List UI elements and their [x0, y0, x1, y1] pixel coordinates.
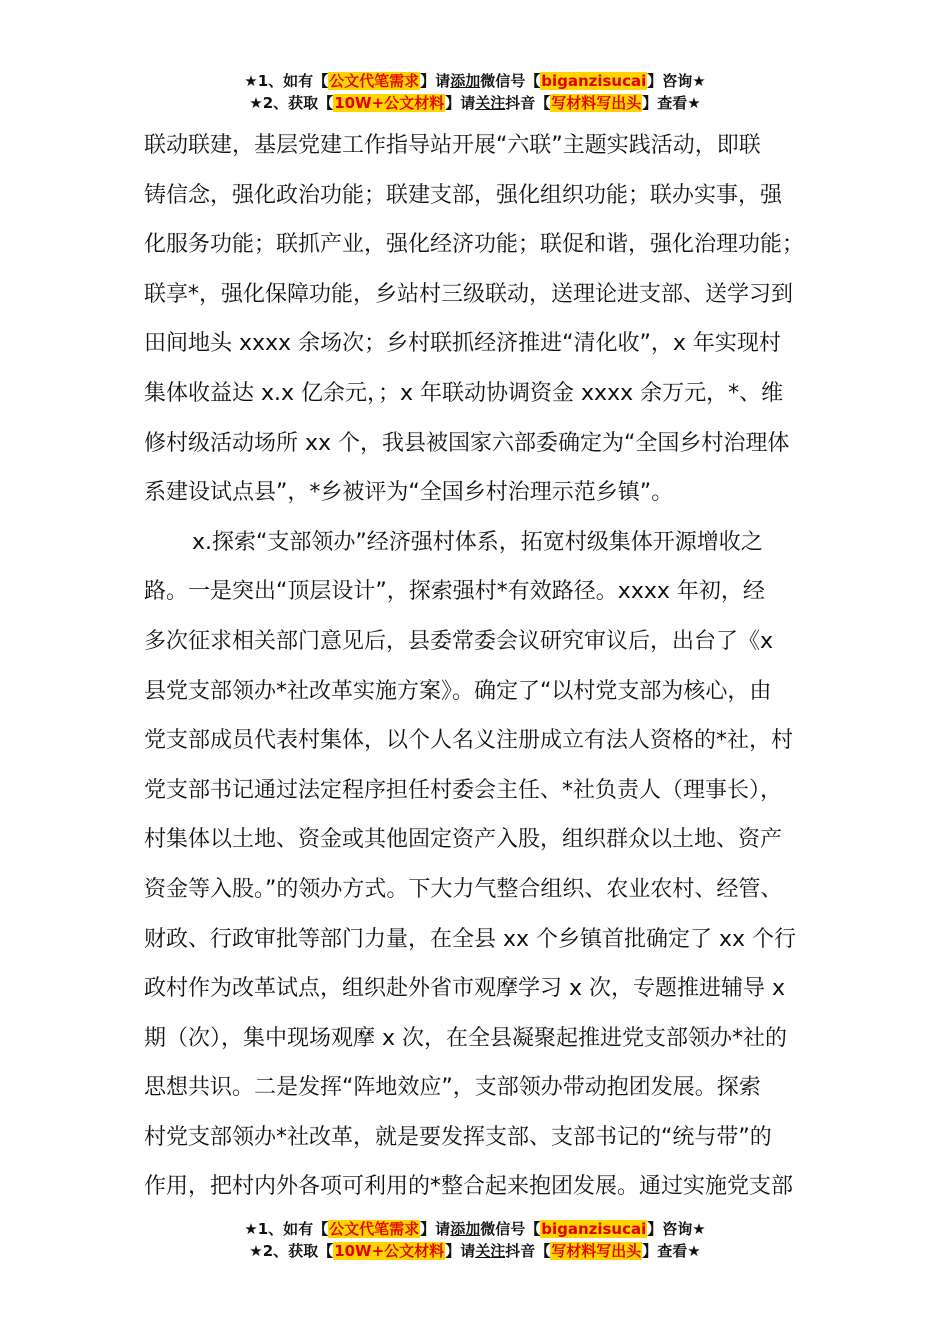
- body-line: 党支部书记通过法定程序担任村委会主任、*社负责人（理事长），: [144, 777, 783, 803]
- banner-underlined: 关注: [475, 94, 506, 112]
- banner-text: 微信号【: [480, 72, 541, 90]
- banner-text: 】请: [420, 1220, 451, 1238]
- body-line: 化服务功能；联抓产业，强化经济功能；联促和谐，强化治理功能；: [144, 232, 805, 258]
- banner-line-2: [0, 92, 950, 114]
- banner-line-1: [0, 1218, 950, 1240]
- banner-underlined: 添加: [450, 72, 481, 90]
- body-line: 田间地头 xxxx 余场次；乡村联抓经济推进“清化收”，x 年实现村: [144, 331, 781, 357]
- body-line: 思想共识。二是发挥“阵地效应”，支部领办带动抱团发展。探索: [144, 1075, 761, 1101]
- banner-underlined: 添加: [450, 1220, 481, 1238]
- body-line: 县党支部领办*社改革实施方案》。确定了“以村党支部为核心，由: [144, 678, 772, 704]
- body-line: 财政、行政审批等部门力量，在全县 xx 个乡镇首批确定了 xx 个行: [144, 926, 797, 952]
- banner-highlight: biganzisucai: [541, 1220, 647, 1238]
- banner-text: 抖音【: [505, 1242, 551, 1260]
- banner-text: ★1、如有【: [244, 72, 329, 90]
- banner-line-1: [0, 70, 950, 92]
- body-line: 资金等入股。”的领办方式。下大力气整合组织、农业农村、经管、: [144, 876, 783, 902]
- banner-text: 】咨询★: [647, 72, 706, 90]
- banner-text: 】查看★: [642, 94, 701, 112]
- document-body: [144, 121, 806, 1212]
- paragraph-start-line: x.探索“支部领办”经济强村体系，拓宽村级集体开源增收之: [192, 529, 763, 555]
- body-line: 作用，把村内外各项可利用的*整合起来抱团发展。通过实施党支部: [144, 1174, 794, 1200]
- banner-highlight: 10W+公文材料: [334, 1242, 445, 1260]
- banner-highlight: biganzisucai: [541, 72, 647, 90]
- banner-text: 】请: [445, 1242, 476, 1260]
- body-line: 联动联建，基层党建工作指导站开展“六联”主题实践活动，即联: [144, 133, 761, 158]
- banner-highlight: 写材料写出头: [551, 1242, 642, 1260]
- body-line: 系建设试点县”，*乡被评为“全国乡村治理示范乡镇”。: [144, 480, 674, 506]
- banner-text: ★1、如有【: [244, 1220, 329, 1238]
- body-line: 村党支部领办*社改革，就是要发挥支部、支部书记的“统与带”的: [144, 1124, 772, 1150]
- banner-highlight: 公文代笔需求: [329, 1220, 420, 1238]
- banner-text: 抖音【: [505, 94, 551, 112]
- banner-underlined: 关注: [475, 1242, 506, 1260]
- banner-text: 微信号【: [480, 1220, 541, 1238]
- footer-banner: [0, 1218, 950, 1262]
- body-line: 村集体以土地、资金或其他固定资产入股，组织群众以土地、资产: [144, 827, 783, 853]
- body-line: 期（次），集中现场观摩 x 次，在全县凝聚起推进党支部领办*社的: [144, 1025, 788, 1051]
- banner-text: 】请: [420, 72, 451, 90]
- banner-highlight: 写材料写出头: [551, 94, 642, 112]
- banner-text: 】查看★: [642, 1242, 701, 1260]
- banner-text: 】咨询★: [647, 1220, 706, 1238]
- body-line: 路。一是突出“顶层设计”，探索强村*有效路径。xxxx 年初，经: [144, 579, 765, 605]
- body-line: 修村级活动场所 xx 个，我县被国家六部委确定为“全国乡村治理体: [144, 430, 790, 456]
- banner-text: ★2、获取【: [249, 94, 334, 112]
- banner-line-2: [0, 1240, 950, 1262]
- banner-text: ★2、获取【: [249, 1242, 334, 1260]
- banner-text: 】请: [445, 94, 476, 112]
- banner-highlight: 10W+公文材料: [334, 94, 445, 112]
- body-line: 党支部成员代表村集体，以个人名义注册成立有法人资格的*社，村: [144, 728, 794, 754]
- body-line: 铸信念，强化政治功能；联建支部，强化组织功能；联办实事，强: [144, 182, 783, 208]
- body-line: 政村作为改革试点，组织赴外省市观摩学习 x 次，专题推进辅导 x: [144, 976, 786, 1002]
- banner-highlight: 公文代笔需求: [329, 72, 420, 90]
- body-line: 联享*，强化保障功能，乡站村三级联动，送理论进支部、送学习到: [144, 281, 794, 307]
- body-line: 集体收益达 x.x 亿余元，；x 年联动协调资金 xxxx 余万元，*、维: [144, 380, 784, 406]
- body-line: 多次征求相关部门意见后，县委常委会议研究审议后，出台了《x: [144, 628, 774, 654]
- header-banner: [0, 70, 950, 114]
